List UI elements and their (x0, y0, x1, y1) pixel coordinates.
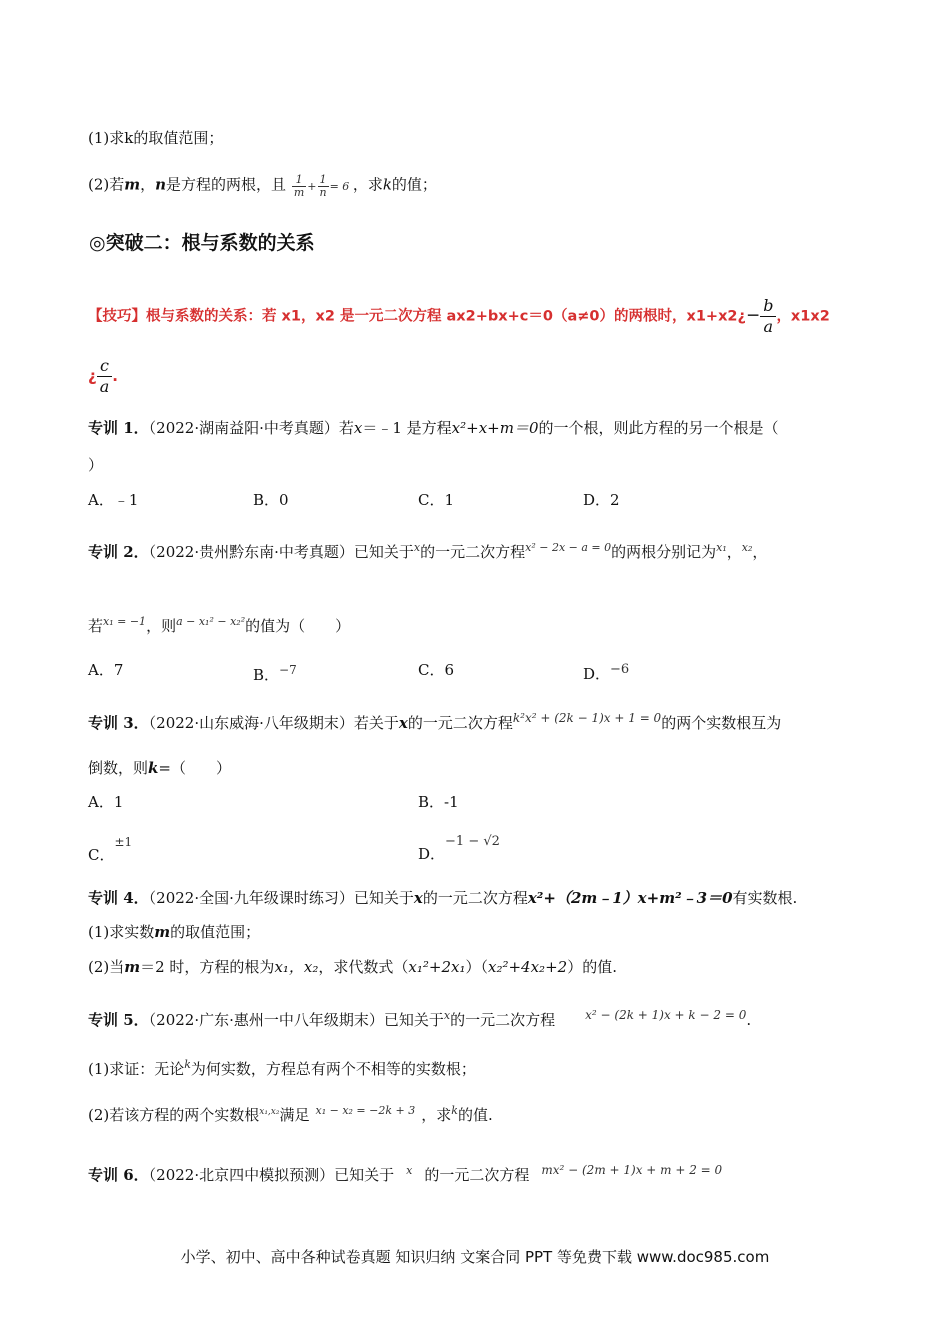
q6-x-sym: x (406, 1164, 413, 1177)
tip-minus: − (745, 305, 761, 326)
q2-option-d-math: −6 (610, 662, 630, 677)
q5-part1-text: (1)求证：无论 (88, 1060, 185, 1078)
prev-part2-d: 的值； (391, 175, 437, 194)
q1-option-b[interactable]: B．0 (253, 491, 289, 509)
q4-part1-m: m (154, 923, 171, 941)
q3-formula: k²x² + (2k − 1)x + 1 = 0 (512, 711, 662, 725)
q1-stem (88, 418, 779, 438)
q5-part2-k: k (451, 1104, 458, 1117)
q1-tail2: ） (88, 456, 104, 474)
prev-part2-b: 是方程的两根，且 (166, 175, 287, 194)
tip-c: c (97, 356, 113, 377)
q5-part2 (88, 1101, 493, 1125)
q3-line2-end: =（ ） (158, 759, 231, 777)
q4-part2-c: ，求代数式（ (318, 958, 409, 976)
q4-part2 (88, 957, 617, 977)
q3-option-c[interactable] (88, 835, 133, 865)
tip-frac-c-a (97, 356, 113, 397)
q5-stem (88, 1005, 751, 1030)
q1-option-d[interactable]: D．2 (583, 491, 620, 509)
tip-text: 根与系数的关系：若 x1，x2 是一元二次方程 ax2+bx+c＝0（a≠0）的两根时，x1+x2¿ (146, 308, 746, 325)
tip-frac-b-a (760, 296, 776, 337)
prev-part2-c: ，求 (352, 175, 383, 194)
q4-part2-e1: x₁²+2x₁ (408, 958, 466, 976)
q6-label: 专训 6． (88, 1166, 149, 1184)
q2-comma: ， (726, 543, 742, 561)
q5-part2-end: 的值. (457, 1106, 493, 1124)
q3-option-c-math: ±1 (114, 835, 133, 849)
q2-formula: x² − 2x − a = 0 (525, 541, 612, 554)
q3-k: k (148, 759, 159, 777)
q2-expr: a − x₁² − x₂² (176, 615, 246, 628)
q5-part1-end: 为何实数，方程总有两个不相等的实数根； (190, 1060, 476, 1078)
q2-option-c[interactable]: C．6 (418, 661, 455, 679)
q3-option-d-math: −1 − √2 (445, 834, 500, 849)
q1-eq: ＝﹣1 是方程 (362, 419, 452, 437)
q6-formula: mx² − (2m + 1)x + m + 2 = 0 (541, 1163, 723, 1177)
q2-line2-c: 的值为（ ） (245, 617, 351, 635)
q2-x2: x₂ (741, 541, 753, 554)
q3-option-d[interactable] (418, 834, 500, 864)
q2-comma2: ， (752, 543, 768, 561)
q4-label: 专训 4． (88, 889, 149, 907)
q5-formula: x² − (2k + 1)x + k − 2 = 0 (585, 1008, 747, 1022)
q3-text3: 的两个实数根互为 (661, 714, 782, 732)
q3-text: （2022·山东威海·八年级期末）若关于 (148, 714, 399, 732)
tip-line2 (88, 356, 118, 397)
q5-text: （2022·广东·惠州一中八年级期末）已知关于 (148, 1011, 444, 1029)
q4-part2-end: ）的值. (567, 958, 617, 976)
q5-x-sym: x (443, 1009, 451, 1022)
q3-line2 (88, 758, 231, 778)
tip-line (88, 296, 830, 337)
q5-dot: . (746, 1011, 752, 1029)
q4-part2-b: ＝2 时，方程的根为 (140, 958, 275, 976)
q3-label: 专训 3． (88, 714, 149, 732)
prev-question-part2 (88, 174, 437, 199)
q2-option-d-label: D． (583, 665, 611, 683)
q2-text3: 的两根分别记为 (611, 543, 717, 561)
q4-text2: 的一元二次方程 (422, 889, 528, 907)
prev-part2-a: (2)若 (88, 175, 125, 194)
q3-x: x (398, 714, 408, 732)
q6-stem (88, 1160, 722, 1185)
tip-b: b (760, 296, 776, 317)
q2-option-a[interactable]: A．7 (88, 661, 124, 679)
q3-text2: 的一元二次方程 (407, 714, 513, 732)
tip-text2: ，x1x2 (776, 308, 830, 325)
q3-stem (88, 708, 781, 733)
q2-option-b-math: −7 (279, 663, 297, 677)
q1-x: x (353, 419, 363, 437)
q5-part2-text: (2)若该方程的两个实数根 (88, 1106, 260, 1124)
q4-text3: 有实数根. (732, 889, 798, 907)
q4-part1 (88, 922, 260, 942)
prev-part2-formula: $\frac{1}{m}$ + $\frac{1}{n}$ = 6 (293, 173, 353, 199)
q5-part2-cond: x₁ − x₂ = −2k + 3 (315, 1104, 416, 1117)
prev-part2-comma: ， (140, 175, 156, 194)
prev-part2-m: m (124, 175, 141, 194)
q2-text2: 的一元二次方程 (420, 543, 526, 561)
prev-question-part1 (88, 128, 223, 148)
q5-part1 (88, 1055, 476, 1079)
q3-option-b[interactable]: B．-1 (418, 793, 459, 811)
q1-tail: 的一个根，则此方程的另一个根是（ (538, 419, 779, 437)
q1-option-c[interactable]: C．1 (418, 491, 455, 509)
q2-line2-a: 若 (88, 617, 104, 635)
q2-line2-b: ，则 (146, 617, 177, 635)
tip-end: . (112, 367, 118, 385)
q6-text: （2022·北京四中模拟预测）已知关于 (148, 1166, 395, 1184)
q3-option-d-label: D． (418, 845, 446, 863)
tip-label: 【技巧】 (88, 308, 146, 325)
tip-a2: a (99, 377, 110, 396)
q4-part2-m: m (124, 958, 141, 976)
q4-part2-d: ）（ (465, 958, 488, 976)
q5-label: 专训 5． (88, 1011, 149, 1029)
q5-part1-k: k (184, 1058, 191, 1071)
q5-part2-c: ，求 (421, 1106, 452, 1124)
tip-line2-start: ¿ (88, 367, 97, 385)
prev-part2-k: k (382, 175, 392, 194)
q4-text: （2022·全国·九年级课时练习）已知关于 (148, 889, 414, 907)
q2-x-sym: x (413, 541, 421, 554)
q4-part2-roots: x₁，x₂ (274, 958, 319, 976)
q5-part2-roots: x₁,x₂ (259, 1107, 280, 1117)
q5-part2-b: 满足 (279, 1106, 310, 1124)
q4-formula: x²+（2m﹣1）x+m²﹣3＝0 (527, 889, 733, 907)
q2-option-d[interactable] (583, 660, 629, 684)
q3-line2-text: 倒数，则 (88, 759, 149, 777)
page-footer: 小学、初中、高中各种试卷真题 知识归纳 文案合同 PPT 等免费下载 www.doc985.com (180, 1248, 770, 1266)
q4-part1-end: 的取值范围； (170, 923, 261, 941)
q3-option-a[interactable]: A．1 (88, 793, 124, 811)
q5-text2: 的一元二次方程 (450, 1011, 556, 1029)
q2-option-b[interactable] (253, 660, 297, 685)
q2-cond: x₁ = −1 (103, 615, 147, 628)
section-heading: ◎突破二：根与系数的关系 (89, 232, 315, 254)
q4-part2-e2: x₂²+4x₂+2 (488, 958, 568, 976)
q1-label: 专训 1． (88, 419, 149, 437)
q4-part1-text: (1)求实数 (88, 923, 155, 941)
q2-option-b-label: B． (253, 666, 280, 684)
q4-stem (88, 888, 797, 908)
q4-x: x (413, 889, 423, 907)
prev-part2-n: n (155, 175, 167, 194)
q1-formula: x²+x+m＝0 (451, 419, 539, 437)
tip-a: a (763, 317, 774, 336)
q2-x1: x₁ (716, 541, 727, 554)
q2-text: （2022·贵州黔东南·中考真题）已知关于 (148, 543, 414, 561)
q6-text2: 的一元二次方程 (424, 1166, 530, 1184)
q1-text: （2022·湖南益阳·中考真题）若 (148, 419, 354, 437)
prev-part1-text: (1)求k的取值范围； (88, 129, 224, 147)
q3-option-c-label: C． (88, 846, 115, 864)
q2-label: 专训 2． (88, 543, 149, 561)
q2-stem (88, 538, 767, 562)
q2-line2 (88, 612, 350, 636)
q4-part2-text: (2)当 (88, 958, 125, 976)
q1-option-a[interactable]: A．﹣1 (88, 491, 139, 509)
